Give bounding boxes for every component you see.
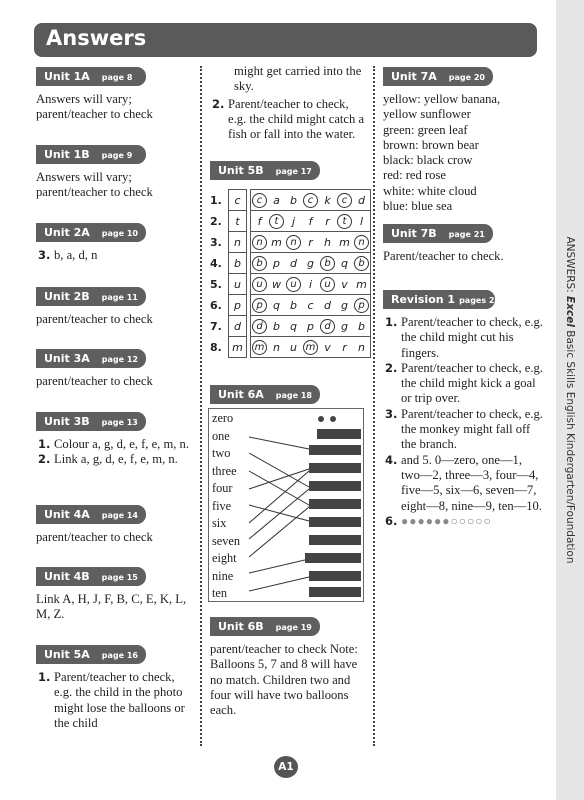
unit-page: page 13 [101, 418, 138, 427]
list-item [36, 452, 190, 467]
number-word: six [212, 516, 227, 530]
grid-letter: a [268, 190, 285, 211]
side-label-rest: Basic Skills English Kindergarten/Foundation [564, 330, 576, 564]
grid-letter: j [285, 211, 302, 232]
section-revision-1 [383, 290, 543, 529]
unit-header [210, 161, 320, 180]
item-text: Link a, g, d, e, f, e, m, n. [54, 452, 178, 467]
unit-label: Unit 6A [218, 388, 264, 401]
item-text: Parent/teacher to check, e.g. the child might cut his fingers. [401, 315, 543, 360]
unit-header [383, 290, 516, 309]
item-number: 1. [38, 437, 51, 451]
row-number: 6. [210, 298, 222, 312]
key-letter: p [229, 295, 247, 316]
grid-letter: g [336, 316, 353, 337]
grid-letter: n [268, 337, 285, 358]
grid-row [210, 253, 371, 274]
list-item [383, 315, 543, 361]
unit-label: Unit 4B [44, 570, 90, 583]
row-number: 4. [210, 256, 222, 270]
grid-letter: k [319, 190, 336, 211]
unit-page: page 20 [448, 73, 485, 82]
number-word: one [212, 428, 230, 443]
answer-text: parent/teacher to check Note: Balloons 5, 7 and 8 will have no match. Children two and four will have two balloons each. [210, 642, 358, 718]
key-letter: b [229, 253, 247, 274]
unit-header [36, 505, 146, 524]
unit-label: Unit 3B [44, 415, 90, 428]
list-item [383, 453, 543, 514]
letter-grid [210, 189, 371, 358]
unit-label: Unit 4A [44, 508, 90, 521]
grid-letter: b [353, 253, 371, 274]
unit-page: page 21 [448, 230, 485, 239]
list-item [210, 97, 368, 143]
answer-text: Answers will vary; parent/teacher to check [36, 92, 153, 122]
unit-page: page 16 [101, 651, 138, 660]
page-number: A1 [274, 756, 298, 778]
grid-letter: w [268, 274, 285, 295]
unit-label: Unit 1A [44, 70, 90, 83]
unit-page: page 19 [275, 623, 312, 632]
list-item [383, 407, 543, 453]
grid-row [210, 274, 371, 295]
grid-letter: d [353, 190, 371, 211]
list-item [36, 248, 190, 263]
unit-label: Unit 2B [44, 290, 90, 303]
key-letter: u [229, 274, 247, 295]
unit-header [383, 224, 493, 243]
key-letter: c [229, 190, 247, 211]
grid-letter: b [268, 316, 285, 337]
number-word: five [212, 498, 232, 513]
section-unit-7a [383, 67, 543, 214]
grid-letter: b [285, 295, 302, 316]
grid-letter: g [336, 295, 353, 316]
grid-letter: n [285, 232, 302, 253]
list-item: blue: blue sea [383, 199, 453, 214]
item-text: Colour a, g, d, e, f, e, m, n. [54, 437, 190, 451]
item-text: Parent/teacher to check, e.g. the child might kick a goal or trip over. [401, 360, 543, 406]
section-unit-6b [210, 617, 368, 718]
section-unit-2a [36, 223, 190, 263]
list-item [36, 670, 190, 731]
answer-list [210, 97, 368, 143]
unit-page: page 9 [101, 151, 133, 160]
answer-list [36, 437, 190, 468]
key-letter: t [229, 211, 247, 232]
key-letter: n [229, 232, 247, 253]
grid-letter: m [353, 274, 371, 295]
grid-letter: q [336, 253, 353, 274]
grid-row [210, 190, 371, 211]
section-unit-6a [210, 385, 368, 404]
unit-header [36, 567, 146, 586]
row-number: 7. [210, 319, 222, 333]
page-title: Answers [46, 26, 147, 50]
item-text: Parent/teacher to check, e.g. the child might catch a fish or fall into the water. [228, 96, 365, 142]
unit-header [36, 287, 146, 306]
answer-list [383, 315, 543, 529]
answer-list [36, 248, 190, 263]
grid-letter: d [251, 316, 269, 337]
column-divider-1 [200, 66, 202, 746]
unit-page: pages 22–23 [459, 296, 516, 305]
grid-letter: d [319, 316, 336, 337]
row-number: 8. [210, 340, 222, 354]
grid-letter: i [302, 274, 319, 295]
section-unit-5a-continued [210, 60, 368, 142]
grid-letter: t [336, 211, 353, 232]
section-unit-3a [36, 349, 190, 389]
list-item: green: green leaf [383, 122, 468, 137]
grid-letter: n [251, 232, 269, 253]
number-word: three [212, 463, 237, 478]
answer-text: might get carried into the sky. [234, 64, 362, 94]
row-number: 2. [210, 214, 222, 228]
unit-header [210, 385, 320, 404]
number-word: two [212, 446, 231, 460]
grid-letter: v [336, 274, 353, 295]
grid-letter: c [302, 295, 319, 316]
colour-list [383, 92, 543, 214]
unit-label: Unit 2A [44, 226, 90, 239]
list-item: yellow sunflower [383, 107, 471, 122]
side-label-prefix: ANSWERS: [564, 236, 576, 293]
unit-label: Unit 1B [44, 148, 90, 161]
section-unit-1b [36, 145, 190, 201]
grid-letter: q [285, 316, 302, 337]
answer-text: Link A, H, J, F, B, C, E, K, L, M, Z. [36, 592, 187, 622]
grid-letter: q [268, 295, 285, 316]
grid-letter: f [302, 211, 319, 232]
section-unit-1a [36, 67, 190, 123]
grid-letter: p [302, 316, 319, 337]
side-label [564, 236, 576, 563]
grid-letter: d [319, 295, 336, 316]
unit-header [36, 349, 146, 368]
section-unit-4a [36, 505, 190, 545]
grid-letter: b [251, 253, 269, 274]
grid-letter: b [319, 253, 336, 274]
number-match-box [208, 408, 364, 602]
column-divider-2 [373, 66, 375, 746]
item-number: 4. [385, 452, 398, 467]
match-lines [209, 409, 365, 603]
item-number: 2. [38, 452, 51, 467]
list-item [383, 361, 543, 407]
grid-letter: g [302, 253, 319, 274]
grid-letter: r [319, 211, 336, 232]
title-bar [34, 23, 537, 57]
row-number: 3. [210, 235, 222, 249]
grid-letter: b [285, 190, 302, 211]
list-item: brown: brown bear [383, 137, 479, 152]
grid-letter: m [302, 337, 319, 358]
section-unit-4b [36, 567, 190, 623]
grid-letter: p [268, 253, 285, 274]
grid-letter: u [285, 274, 302, 295]
grid-letter: r [336, 337, 353, 358]
list-item [383, 514, 543, 529]
grid-letter: h [319, 232, 336, 253]
item-text: and 5. 0—zero, one—1, two—2, three—3, four—4, five—5, six—6, seven—7, eight—8, nine—9, ten—10. [401, 452, 542, 513]
item-text: b, a, d, n [54, 248, 98, 262]
unit-header [383, 67, 493, 86]
section-unit-5a [36, 645, 190, 731]
number-word: seven [212, 533, 240, 548]
grid-letter: r [302, 232, 319, 253]
answer-text: parent/teacher to check [36, 312, 153, 326]
section-unit-7b [383, 224, 543, 264]
answer-text: Answers will vary; parent/teacher to check [36, 170, 153, 200]
grid-letter: m [251, 337, 269, 358]
grid-letter: n [353, 337, 371, 358]
row-number: 5. [210, 277, 222, 291]
grid-letter: v [319, 337, 336, 358]
grid-letter: m [268, 232, 285, 253]
grid-letter: m [336, 232, 353, 253]
key-letter: m [229, 337, 247, 358]
unit-header [36, 145, 146, 164]
list-item: red: red rose [383, 168, 446, 183]
unit-header [36, 67, 146, 86]
grid-letter: n [353, 232, 371, 253]
section-unit-3b [36, 412, 190, 468]
unit-header [36, 223, 146, 242]
item-number: 2. [385, 360, 398, 375]
unit-page: page 15 [101, 573, 138, 582]
answer-text: parent/teacher to check [36, 374, 153, 388]
grid-row [210, 211, 371, 232]
key-letter: d [229, 316, 247, 337]
unit-label: Unit 6B [218, 620, 264, 633]
grid-letter: l [353, 211, 371, 232]
item-number: 3. [385, 406, 398, 421]
unit-label: Revision 1 [391, 293, 456, 306]
grid-letter: b [353, 316, 371, 337]
item-number: 1. [385, 315, 398, 329]
row-number: 1. [210, 193, 222, 207]
list-item: black: black crow [383, 153, 473, 168]
item-text: Parent/teacher to check, e.g. the child in the photo might lose the balloons or the child [54, 670, 185, 730]
grid-letter: t [268, 211, 285, 232]
number-word: eight [212, 551, 237, 565]
item-text: Parent/teacher to check, e.g. the monkey might fall off the branch. [401, 406, 543, 452]
grid-row [210, 316, 371, 337]
grid-letter: u [251, 274, 269, 295]
number-word: zero [212, 411, 234, 425]
item-number: 3. [38, 248, 51, 262]
grid-letter: u [285, 337, 302, 358]
list-item [36, 437, 190, 452]
unit-page: page 11 [101, 293, 138, 302]
unit-label: Unit 7B [391, 227, 437, 240]
unit-page: page 8 [101, 73, 133, 82]
grid-letter: u [319, 274, 336, 295]
answer-text: parent/teacher to check [36, 530, 153, 544]
unit-label: Unit 3A [44, 352, 90, 365]
unit-page: page 12 [101, 355, 138, 364]
unit-label: Unit 7A [391, 70, 437, 83]
unit-label: Unit 5B [218, 164, 264, 177]
grid-letter: f [251, 211, 269, 232]
grid-letter: d [285, 253, 302, 274]
answer-list [36, 670, 190, 731]
grid-letter: c [336, 190, 353, 211]
grid-letter: p [251, 295, 269, 316]
number-word: nine [212, 568, 234, 583]
section-unit-5b [210, 161, 368, 180]
list-item: white: white cloud [383, 183, 477, 198]
unit-page: page 17 [275, 167, 312, 176]
item-number: 1. [38, 670, 51, 684]
number-word: ten [212, 586, 228, 600]
grid-letter: p [353, 295, 371, 316]
unit-header [210, 617, 320, 636]
list-item: yellow: yellow banana, [383, 92, 501, 106]
unit-label: Unit 5A [44, 648, 90, 661]
number-word: four [212, 481, 233, 495]
unit-header [36, 645, 146, 664]
grid-row [210, 232, 371, 253]
side-label-brand: Excel [564, 296, 576, 327]
unit-page: page 18 [275, 391, 312, 400]
grid-letter: c [251, 190, 269, 211]
item-number: 2. [212, 96, 225, 111]
answer-text: Parent/teacher to check. [383, 249, 504, 263]
item-number: 6. [385, 513, 398, 528]
unit-page: page 10 [101, 229, 138, 238]
unit-header [36, 412, 146, 431]
section-unit-2b [36, 287, 190, 327]
grid-row [210, 295, 371, 316]
unit-page: page 14 [101, 511, 138, 520]
grid-row [210, 337, 371, 358]
dot-rating: ●●●●●●○○○○○ [401, 513, 492, 528]
grid-letter: c [302, 190, 319, 211]
